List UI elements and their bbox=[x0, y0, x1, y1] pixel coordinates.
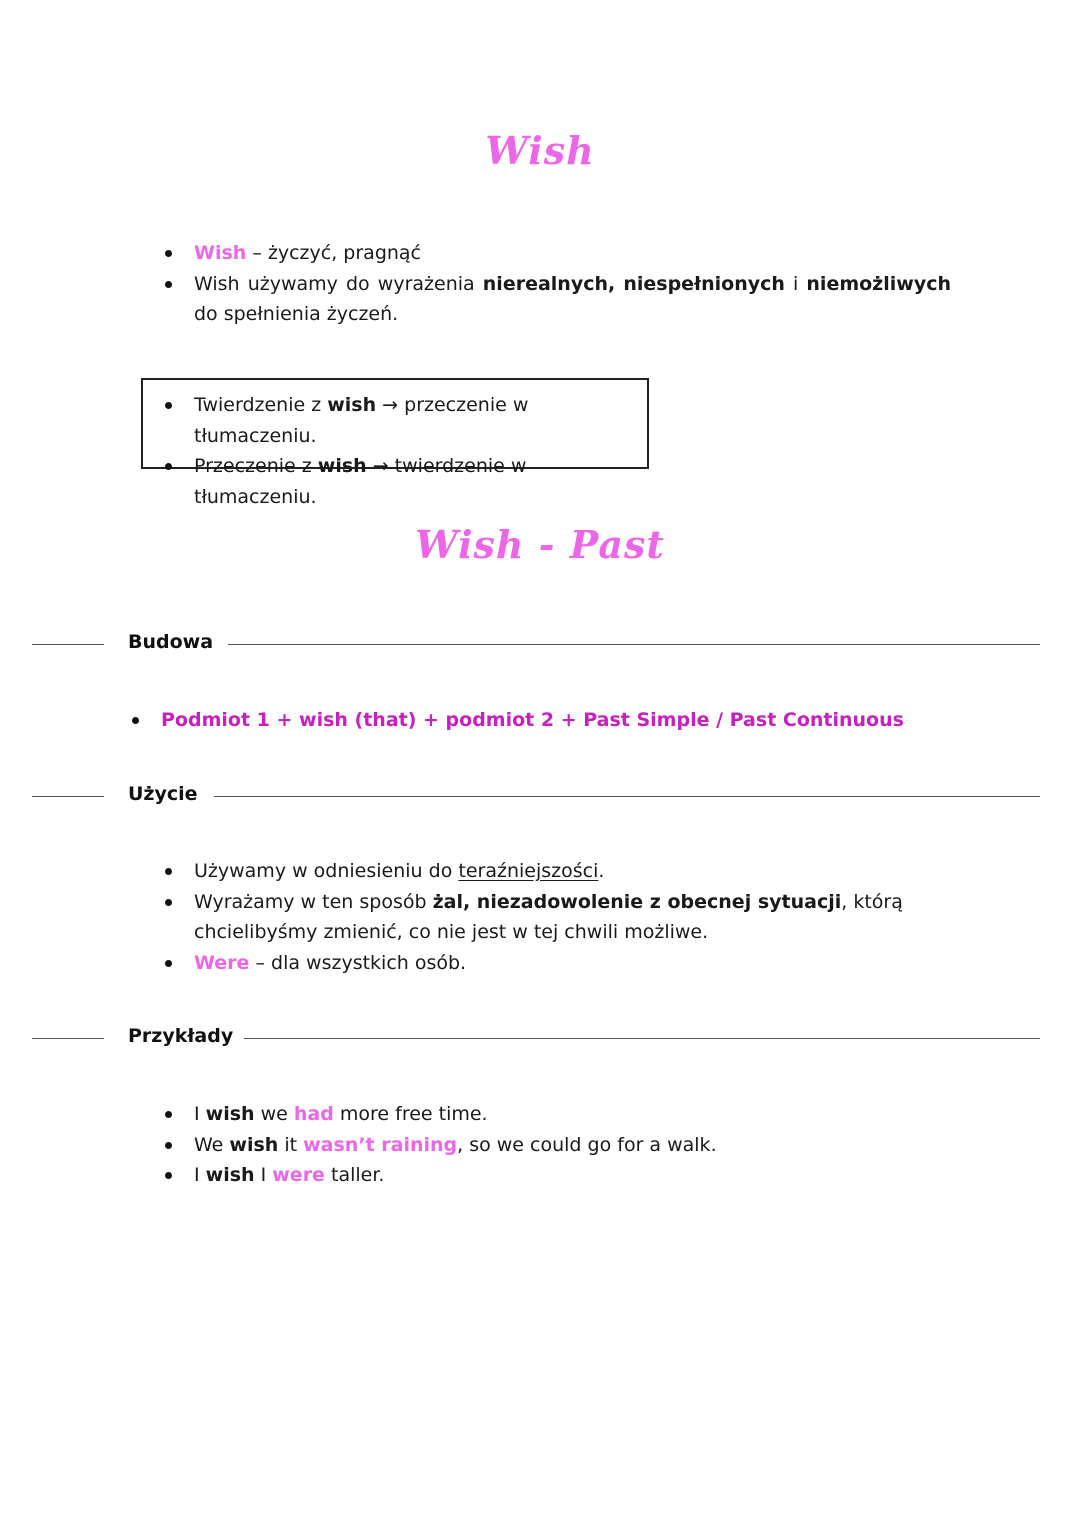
divider bbox=[244, 1038, 1040, 1039]
list-item: Were – dla wszystkich osób. bbox=[194, 948, 964, 979]
divider bbox=[228, 644, 1040, 645]
formula: Podmiot 1 + wish (that) + podmiot 2 + Past Simple / Past Continuous bbox=[161, 705, 961, 736]
list-item: Przeczenie z wish → twierdzenie w tłumaczeniu. bbox=[194, 451, 634, 512]
list-item: Używamy w odniesieniu do teraźniejszości. bbox=[194, 856, 964, 887]
examples-list bbox=[194, 1099, 894, 1191]
section-heading-przyklady: Przykłady bbox=[128, 1025, 234, 1047]
list-item: Twierdzenie z wish → przeczenie w tłumaczeniu. bbox=[194, 390, 634, 451]
section-title: Wish - Past bbox=[415, 522, 665, 567]
example-item: We wish it wasn’t raining, so we could go for a walk. bbox=[194, 1130, 894, 1161]
example-item: I wish I were taller. bbox=[194, 1160, 894, 1191]
section-heading-uzycie: Użycie bbox=[128, 783, 198, 805]
note-list bbox=[194, 390, 634, 512]
divider bbox=[214, 796, 1040, 797]
page-title: Wish bbox=[485, 128, 595, 173]
list-item: Wish – życzyć, pragnąć bbox=[194, 238, 951, 269]
list-item: Wyrażamy w ten sposób żal, niezadowolenie z obecnej sytuacji, którą chcielibyśmy zmienić, co nie jest w tej chwili możliwe. bbox=[194, 887, 964, 948]
example-item: I wish we had more free time. bbox=[194, 1099, 894, 1130]
formula-list bbox=[161, 705, 961, 736]
usage-list bbox=[194, 856, 964, 978]
divider bbox=[32, 644, 104, 645]
section-heading-budowa: Budowa bbox=[128, 631, 214, 653]
intro-list bbox=[194, 238, 951, 330]
list-item: Wish używamy do wyrażenia nierealnych, niespełnionych i niemożliwych do spełnienia życzeń. bbox=[194, 269, 951, 330]
divider bbox=[32, 1038, 104, 1039]
divider bbox=[32, 796, 104, 797]
